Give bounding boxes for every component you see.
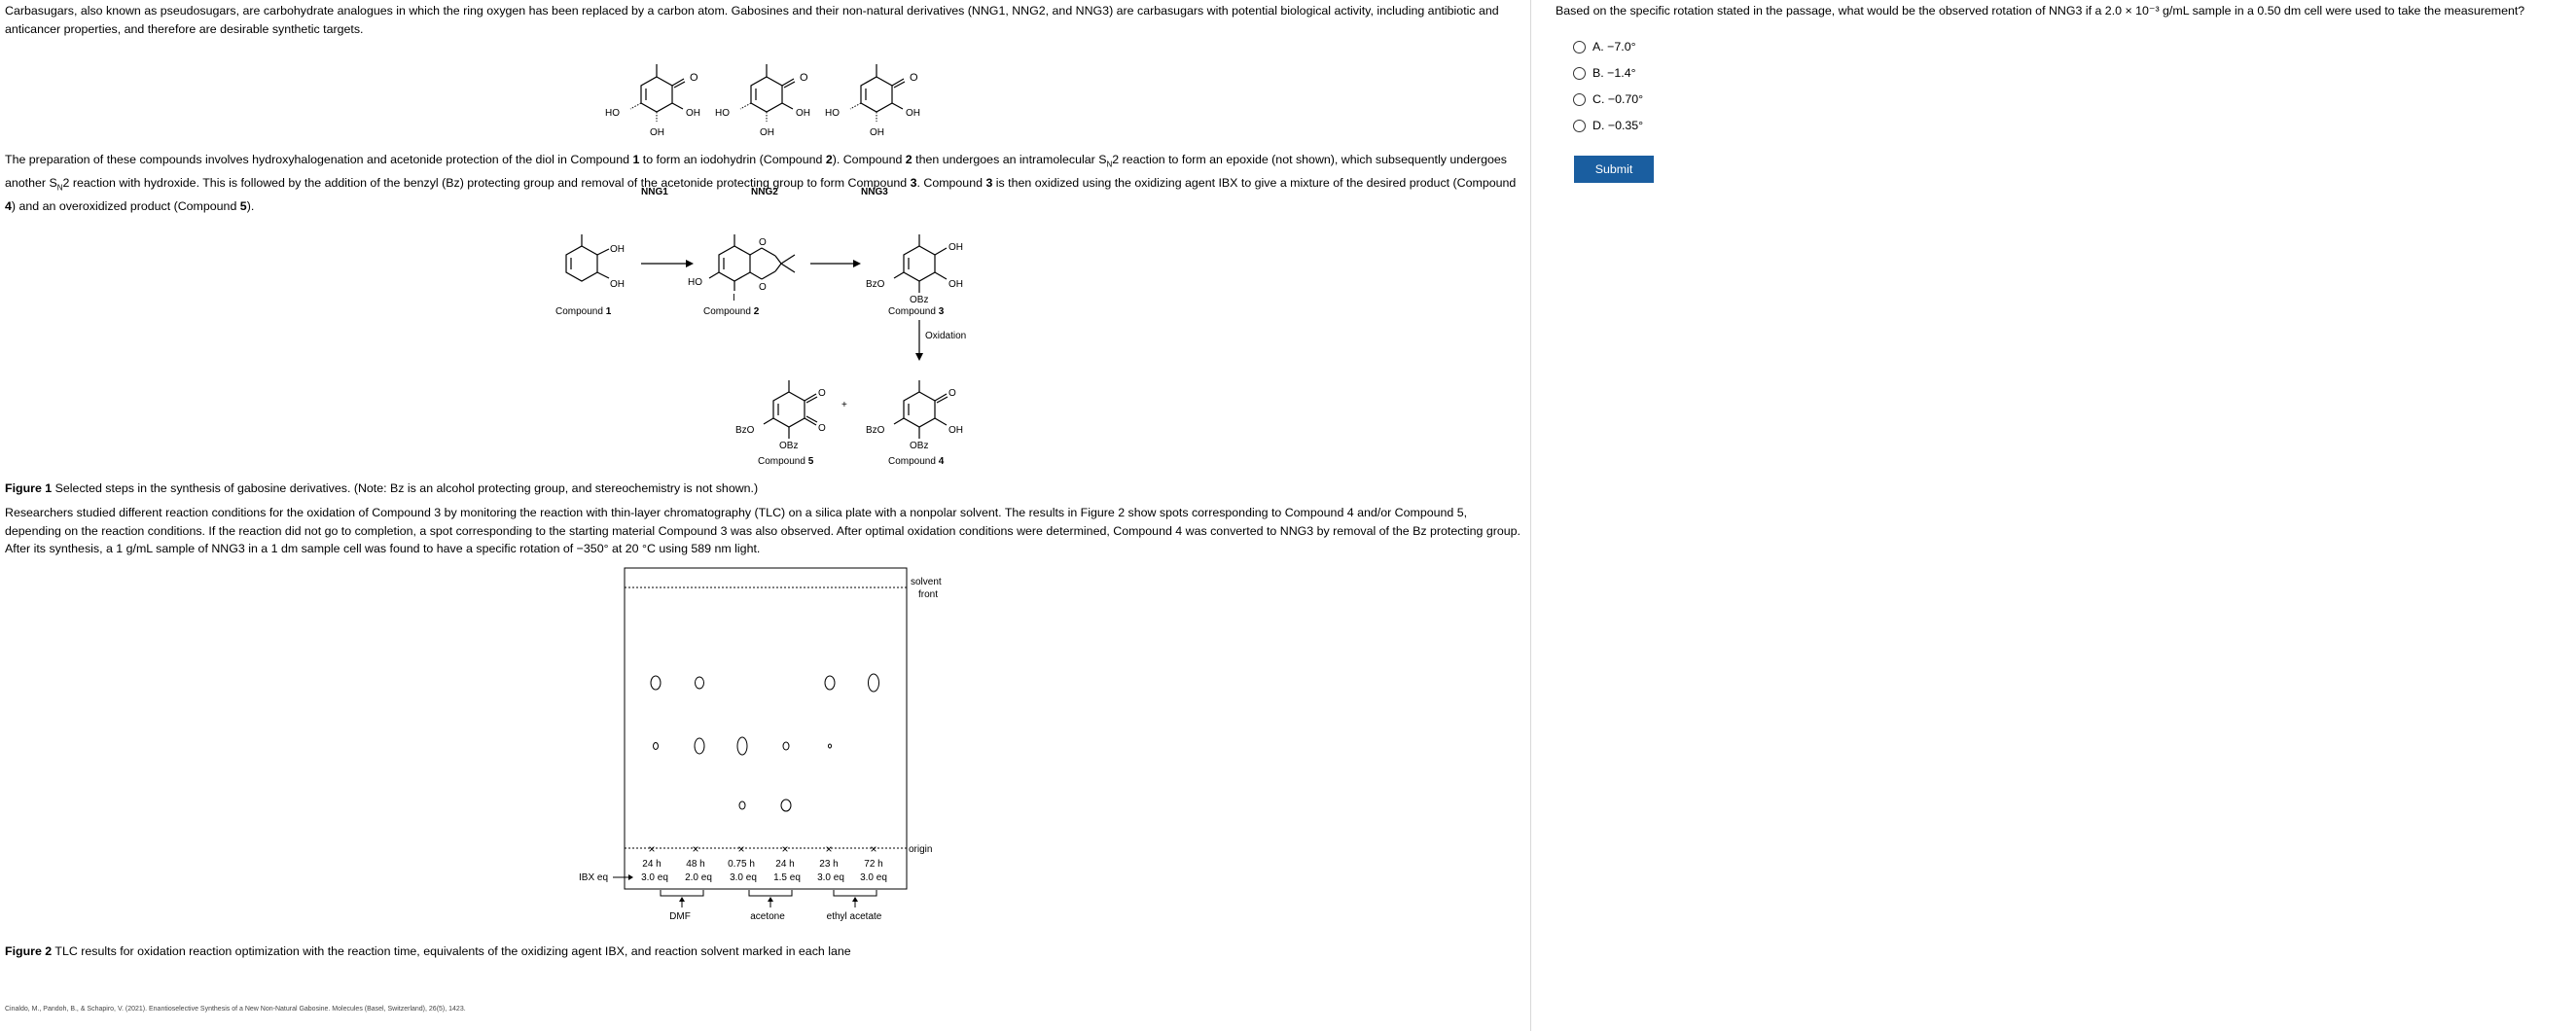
compound4-label: Compound 4 (888, 456, 945, 468)
c2-o-bottom: O (759, 282, 767, 294)
acetone-bracket (749, 890, 792, 896)
oxidation-label: Oxidation (925, 331, 967, 342)
choice-a[interactable] (1573, 37, 1636, 56)
ibx-eq-arrow-head (628, 874, 633, 880)
choice-b[interactable] (1573, 63, 1636, 83)
lane1-origin-mark: × (648, 841, 656, 856)
spot-lane5-mid (829, 744, 832, 748)
lane6-origin-mark: × (870, 841, 877, 856)
nng3-oh-bottom: OH (870, 127, 884, 138)
lane3-eq: 3.0 eq (730, 871, 757, 883)
c3-oh-bottom: OH (948, 279, 963, 291)
citation: Cinaldo, M., Pandoh, B., & Schapiro, V. (2021). Enantioselective Synthesis of a New Non-Natural Gabosine. Molecules (Basel, Switzerland), 26(5), 1423. (5, 1006, 466, 1013)
figure2-caption-text: TLC results for oxidation reaction optimization with the reaction time, equivalents of the oxidizing agent IBX, and reaction solvent marked in each lane (52, 943, 851, 958)
question-pane (1532, 0, 2576, 1031)
c1-oh-top: OH (610, 244, 625, 256)
solvent-dmf: DMF (669, 910, 691, 922)
solvent-ethyl-acetate: ethyl acetate (826, 910, 882, 922)
passage-research: Researchers studied different reaction conditions for the oxidation of Compound 3 by monitoring the reaction with thin-layer chromatography (TLC) on a silica plate with a nonpolar solvent. The results in Figure 2 show spots corresponding to Compound 4 and/or Compound 5, depending on the reaction conditions. If the reaction did not go to completion, a spot corresponding to the starting material Compound 3 was also observed. After optimal oxidation conditions were determined, Compound 4 was converted to NNG3 by removal of the Bz protecting group. After its synthesis, a 1 g/mL sample of NNG3 in a 1 dm sample cell was found to have a specific rotation of −350° at 20 °C using 589 nm light. (5, 506, 1521, 556)
compound1-label: Compound 1 (555, 306, 612, 318)
nng1-o-label: O (690, 72, 698, 84)
c2-o-top: O (759, 237, 767, 249)
solvent-front-label-2: front (918, 588, 939, 600)
lane6-eq: 3.0 eq (860, 871, 887, 883)
nng2-label: NNG2 (751, 187, 778, 197)
nng1-ho-left: HO (605, 108, 620, 119)
nng1-label: NNG1 (641, 187, 668, 197)
c5-bzo-label: BzO (735, 425, 755, 437)
spot-lane4-mid (783, 742, 789, 750)
reaction-arrow-1-head (686, 260, 694, 267)
choice-c-label: C. −0.70° (1592, 92, 1644, 106)
oxidation-arrow-head (915, 353, 923, 361)
compound2-label: Compound 2 (703, 306, 760, 318)
spot-lane4-low (781, 800, 791, 811)
compound3-label: Compound 3 (888, 306, 945, 318)
choice-c[interactable] (1573, 89, 1643, 109)
origin-label: origin (909, 843, 933, 855)
spot-lane2-mid (695, 738, 704, 754)
plus-sign: + (841, 400, 847, 411)
lane2-eq: 2.0 eq (685, 871, 712, 883)
nng2-oh-bottom: OH (760, 127, 774, 138)
c5-o-bottom: O (818, 423, 826, 435)
figure1-caption-label: Figure 1 (5, 481, 53, 496)
spot-lane2-top (696, 677, 704, 689)
spot-lane5-top (825, 676, 835, 690)
lane5-origin-mark: × (825, 841, 833, 856)
nng2-oh-right: OH (796, 108, 810, 119)
figure2-caption-label: Figure 2 (5, 943, 53, 958)
passage-preparation: The preparation of these compounds involves hydroxyhalogenation and acetonide protection of the diol in Compound 1 to form an iodohydrin (Compound 2). Compound 2 then undergoes an intramolecular $S_N2$ reaction to form an epoxide (not shown), which subsequently undergoes another $S_N2$ reaction with hydroxide. This is followed by the addition of the benzyl (Bz) protecting group and removal of the acetonide protecting group to form Compound 3. Compound 3 is then oxidized using the oxidizing agent IBX to give a mixture of the desired product (Compound 4) and an overoxidized product (Compound 5). (5, 153, 1517, 213)
c1-oh-bottom: OH (610, 279, 625, 291)
nng3-oh-right: OH (906, 108, 920, 119)
nng2-o-label: O (800, 72, 808, 84)
c5-o-top: O (818, 388, 826, 400)
spot-lane1-mid (654, 742, 659, 749)
spot-lane1-top (651, 676, 661, 690)
compound5-label: Compound 5 (758, 456, 814, 468)
nng1-oh-bottom: OH (650, 127, 664, 138)
submit-button[interactable]: Submit (1574, 156, 1654, 183)
c4-oh-label: OH (948, 425, 963, 437)
c2-iodine-label: I (733, 293, 735, 304)
c5-obz-label: OBz (779, 441, 799, 452)
ibx-eq-label: IBX eq (579, 871, 609, 883)
nng2-ho-left: HO (715, 108, 730, 119)
c4-obz-label: OBz (910, 441, 929, 452)
choice-c-radio[interactable] (1573, 93, 1586, 106)
nng3-o-label: O (910, 72, 918, 84)
choice-d[interactable] (1573, 116, 1643, 135)
c3-bzo-label: BzO (866, 279, 885, 291)
nng1-oh-right: OH (686, 108, 700, 119)
figure1-caption (5, 480, 1524, 497)
lane6-time: 72 h (864, 858, 883, 870)
lane4-origin-mark: × (781, 841, 789, 856)
figure1-caption-text: Selected steps in the synthesis of gabosine derivatives. (Note: Bz is an alcohol protecting group, and stereochemistry is not shown.) (52, 481, 759, 496)
spot-lane3-low (739, 801, 745, 809)
spot-lane3-mid (737, 737, 747, 755)
lane5-time: 23 h (819, 858, 839, 870)
solvent-acetone: acetone (750, 910, 785, 922)
lane4-eq: 1.5 eq (773, 871, 801, 883)
c4-o-top: O (948, 388, 956, 400)
figure1-scheme (5, 215, 1522, 478)
choice-d-label: D. −0.35° (1592, 119, 1644, 132)
choice-d-radio[interactable] (1573, 120, 1586, 132)
nng3-label: NNG3 (861, 187, 888, 197)
tlc-spots (651, 674, 879, 811)
dmf-bracket (661, 890, 703, 896)
lane4-time: 24 h (775, 858, 795, 870)
lane3-time: 0.75 h (728, 858, 755, 870)
lane2-origin-mark: × (692, 841, 699, 856)
choice-a-label: A. −7.0° (1592, 40, 1636, 53)
choice-b-label: B. −1.4° (1592, 66, 1636, 80)
lane5-eq: 3.0 eq (817, 871, 844, 883)
reaction-arrow-2-head (853, 260, 861, 267)
c4-bzo-label: BzO (866, 425, 885, 437)
c3-oh-top: OH (948, 242, 963, 254)
figure2-caption (5, 942, 1524, 960)
tlc-origin-marks (648, 842, 877, 856)
choice-a-radio[interactable] (1573, 41, 1586, 53)
question-text: Based on the specific rotation stated in the passage, what would be the observed rotation of NNG3 if a 2.0 × 10⁻³ g/mL sample in a 0.50 dm cell were used to take the measurement? (1556, 4, 2525, 18)
lane3-origin-mark: × (737, 841, 745, 856)
choice-b-radio[interactable] (1573, 67, 1586, 80)
lane2-time: 48 h (686, 858, 705, 870)
tlc-plate (625, 568, 907, 889)
solvent-front-label-1: solvent (911, 576, 942, 587)
figure2-tlc (5, 565, 1522, 933)
lane1-eq: 3.0 eq (641, 871, 668, 883)
c3-obz-label: OBz (910, 295, 929, 306)
spot-lane6-top (869, 674, 879, 692)
ethyl-acetate-bracket (834, 890, 877, 896)
c2-ho-label: HO (688, 277, 702, 289)
lane1-time: 24 h (642, 858, 662, 870)
passage-intro: Carbasugars, also known as pseudosugars, are carbohydrate analogues in which the ring oxygen has been replaced by a carbon atom. Gabosines and their non-natural derivatives (NNG1, NNG2, and NNG3) are carbasugars with potential biological activity, including antibiotic and anticancer properties, and therefore are desirable synthetic targets. (5, 4, 1499, 36)
nng3-ho-left: HO (825, 108, 840, 119)
